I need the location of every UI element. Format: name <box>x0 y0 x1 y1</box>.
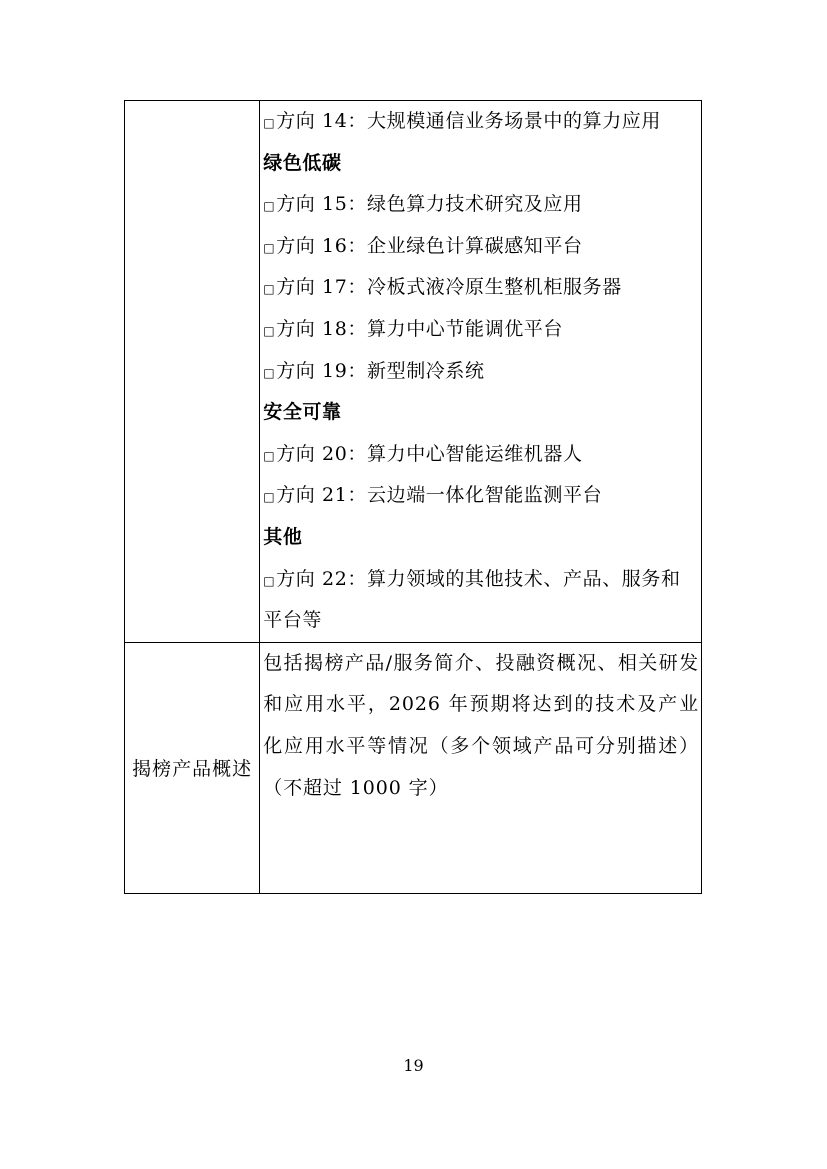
checkbox-icon[interactable]: □ <box>263 323 276 338</box>
direction-option-14[interactable] <box>260 101 701 143</box>
directions-label-cell <box>125 101 260 643</box>
category-heading-green: 绿色低碳 <box>263 151 342 174</box>
direction-option-20[interactable] <box>260 434 701 476</box>
summary-instructions: 包括揭榜产品/服务简介、投融资概况、相关研发和应用水平，2026 年预期将达到的技术及产业化应用水平等情况（多个领域产品可分别描述）（不超过 1000 字） <box>263 651 699 799</box>
category-heading-other: 其他 <box>263 525 303 548</box>
checkbox-icon[interactable]: □ <box>263 240 276 255</box>
summary-row <box>125 642 702 893</box>
direction-option-19[interactable] <box>260 351 701 393</box>
direction-option-22[interactable] <box>260 559 701 601</box>
directions-content-cell <box>260 101 702 643</box>
direction-option-16[interactable] <box>260 226 701 268</box>
direction-label-continuation: 平台等 <box>263 609 323 632</box>
checkbox-icon[interactable]: □ <box>263 365 276 380</box>
application-form-table <box>124 100 702 894</box>
checkbox-icon[interactable]: □ <box>263 490 276 505</box>
checkbox-icon[interactable]: □ <box>263 282 276 297</box>
direction-label: 方向 22：算力领域的其他技术、产品、服务和 <box>276 567 681 590</box>
checkbox-icon[interactable]: □ <box>263 573 276 588</box>
direction-label: 方向 17：冷板式液冷原生整机柜服务器 <box>276 276 622 299</box>
summary-input-cell[interactable] <box>260 642 702 893</box>
direction-label: 方向 16：企业绿色计算碳感知平台 <box>276 234 583 257</box>
category-heading-security: 安全可靠 <box>263 401 342 424</box>
direction-option-15[interactable] <box>260 184 701 226</box>
summary-label: 揭榜产品概述 <box>125 642 260 893</box>
direction-label: 方向 19：新型制冷系统 <box>276 359 485 382</box>
page-number: 19 <box>403 1056 424 1075</box>
direction-option-17[interactable] <box>260 267 701 309</box>
checkbox-icon[interactable]: □ <box>263 116 276 130</box>
checkbox-icon[interactable]: □ <box>263 448 276 463</box>
direction-label: 方向 15：绿色算力技术研究及应用 <box>276 193 583 216</box>
direction-option-21[interactable] <box>260 475 701 517</box>
direction-label: 方向 14：大规模通信业务场景中的算力应用 <box>276 110 662 132</box>
direction-label: 方向 20：算力中心智能运维机器人 <box>276 442 583 465</box>
direction-option-18[interactable] <box>260 309 701 351</box>
direction-label: 方向 18：算力中心节能调优平台 <box>276 317 564 340</box>
checkbox-icon[interactable]: □ <box>263 199 276 214</box>
direction-label: 方向 21：云边端一体化智能监测平台 <box>276 484 603 507</box>
directions-row <box>125 101 702 643</box>
